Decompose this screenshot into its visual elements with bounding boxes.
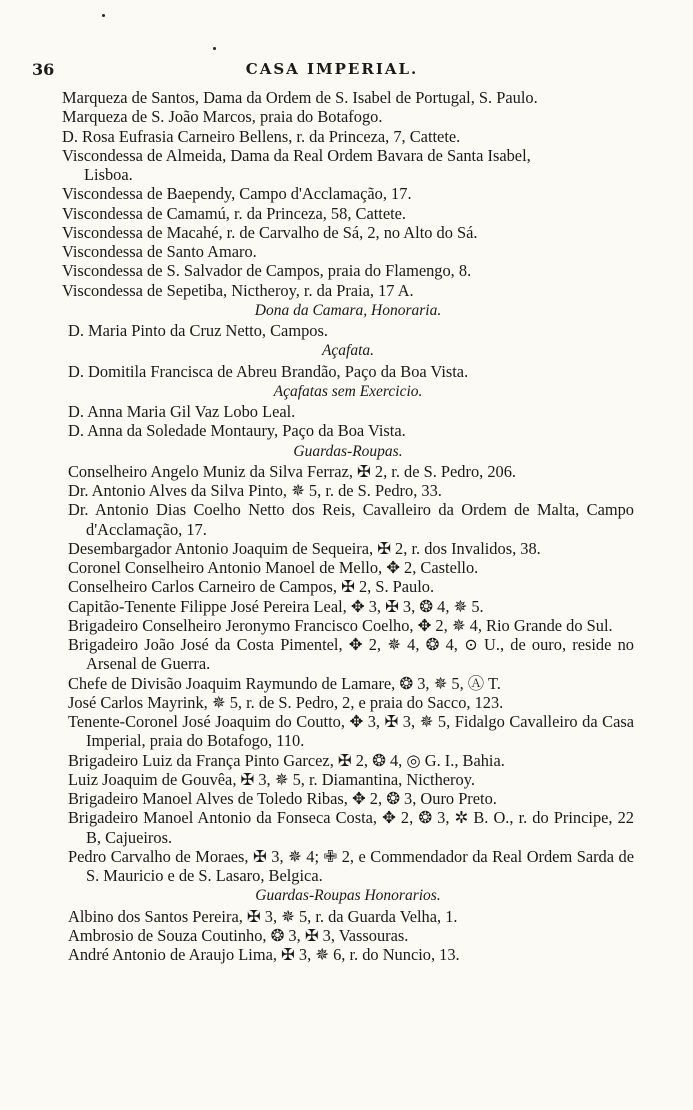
page-number: 36 (32, 60, 55, 79)
entry-continuation: Lisboa. (84, 165, 133, 184)
register-entry: Brigadeiro Luiz da França Pinto Garcez, ✠ 2, ❂ 4, ◎ G. I., Bahia. (68, 750, 505, 770)
ink-speck (213, 47, 216, 50)
register-entry: Ambrosio de Souza Coutinho, ❂ 3, ✠ 3, Vassouras. (68, 925, 409, 945)
register-entry: D. Rosa Eufrasia Carneiro Bellens, r. da Princeza, 7, Cattete. (62, 126, 461, 146)
page-title: CASA IMPERIAL. (245, 60, 419, 78)
register-entry: Viscondessa de Sepetiba, Nictheroy, r. da Praia, 17 A. (62, 280, 414, 300)
section-heading: Guardas-Roupas Honorarios. (255, 887, 441, 905)
register-entry: Viscondessa de Santo Amaro. (62, 242, 257, 261)
register-entry: Conselheiro Carlos Carneiro de Campos, ✠ 2, S. Paulo. (68, 577, 435, 597)
register-entry: Coronel Conselheiro Antonio Manoel de Mello, ✥ 2, Castello. (68, 558, 479, 577)
register-entry: Viscondessa de Camamú, r. da Princeza, 58, Cattete. (62, 203, 407, 223)
register-entry: D. Domitila Francisca de Abreu Brandão, Paço da Boa Vista. (68, 361, 469, 381)
register-entry: D. Anna da Soledade Montaury, Paço da Boa Vista. (68, 421, 406, 441)
register-entry: José Carlos Mayrink, ✵ 5, r. de S. Pedro, 2, e praia do Sacco, 123. (68, 692, 504, 712)
register-entry: Tenente-Coronel José Joaquim do Coutto, ✥ 3, ✠ 3, ✵ 5, Fidalgo Cavalleiro da Casa Imperial, praia do Botafogo, 110. (68, 712, 634, 751)
register-entry: Luiz Joaquim de Gouvêa, ✠ 3, ✵ 5, r. Diamantina, Nictheroy. (68, 769, 475, 789)
register-entry: Desembargador Antonio Joaquim de Sequeira, ✠ 2, r. dos Invalidos, 38. (68, 538, 541, 558)
register-entry: Chefe de Divisão Joaquim Raymundo de Lamare, ❂ 3, ✵ 5, Ⓐ T. (68, 673, 501, 693)
register-entry: Dr. Antonio Alves da Silva Pinto, ✵ 5, r. de S. Pedro, 33. (68, 481, 442, 500)
register-entry: Pedro Carvalho de Moraes, ✠ 3, ✵ 4; ✙ 2, e Commendador da Real Ordem Sarda de S. Mauricio e de S. Lasaro, Belgica. (68, 846, 634, 885)
register-entry: Brigadeiro Conselheiro Jeronymo Francisco Coelho, ✥ 2, ✵ 4, Rio Grande do Sul. (68, 615, 613, 635)
section-heading: Açafata. (321, 342, 375, 360)
register-entry: Conselheiro Angelo Muniz da Silva Ferraz, ✠ 2, r. de S. Pedro, 206. (68, 461, 517, 481)
register-entry: Brigadeiro João José da Costa Pimentel, ✥ 2, ✵ 4, ❂ 4, ⊙ U., de ouro, reside no Arsenal de Guerra. (68, 635, 634, 674)
register-entry: Marqueza de S. João Marcos, praia do Botafogo. (62, 107, 383, 127)
register-entry: Dr. Antonio Dias Coelho Netto dos Reis, Cavalleiro da Ordem de Malta, Campo d'Acclamação, 17. (68, 500, 634, 539)
running-header (32, 60, 632, 84)
register-entry: Viscondessa de Baependy, Campo d'Acclamação, 17. (62, 184, 412, 204)
section-heading: Guardas-Roupas. (293, 442, 403, 460)
register-entry: Brigadeiro Manoel Antonio da Fonseca Costa, ✥ 2, ❂ 3, ✲ B. O., r. do Principe, 22 B, Cajueiros. (68, 808, 634, 847)
register-entry: Capitão-Tenente Filippe José Pereira Leal, ✥ 3, ✠ 3, ❂ 4, ✵ 5. (68, 596, 484, 616)
register-entry: Albino dos Santos Pereira, ✠ 3, ✵ 5, r. da Guarda Velha, 1. (68, 906, 458, 926)
section-heading: Açafatas sem Exercicio. (273, 382, 423, 400)
section-heading: Dona da Camara, Honoraria. (254, 301, 442, 319)
ink-speck (102, 14, 105, 17)
register-entry: Viscondessa de S. Salvador de Campos, praia do Flamengo, 8. (62, 261, 472, 281)
register-entry: Viscondessa de Almeida, Dama da Real Ordem Bavara de Santa Isabel, (62, 145, 531, 165)
register-entry: Marqueza de Santos, Dama da Ordem de S. Isabel de Portugal, S. Paulo. (62, 88, 538, 107)
register-entry: D. Anna Maria Gil Vaz Lobo Leal. (68, 402, 296, 421)
register-entry: Brigadeiro Manoel Alves de Toledo Ribas, ✥ 2, ❂ 3, Ouro Preto. (68, 789, 497, 808)
register-entry: Viscondessa de Macahé, r. de Carvalho de Sá, 2, no Alto do Sá. (62, 222, 478, 242)
register-entry: André Antonio de Araujo Lima, ✠ 3, ✵ 6, r. do Nuncio, 13. (68, 945, 460, 964)
register-entry: D. Maria Pinto da Cruz Netto, Campos. (68, 321, 328, 340)
register-entries (62, 88, 634, 964)
